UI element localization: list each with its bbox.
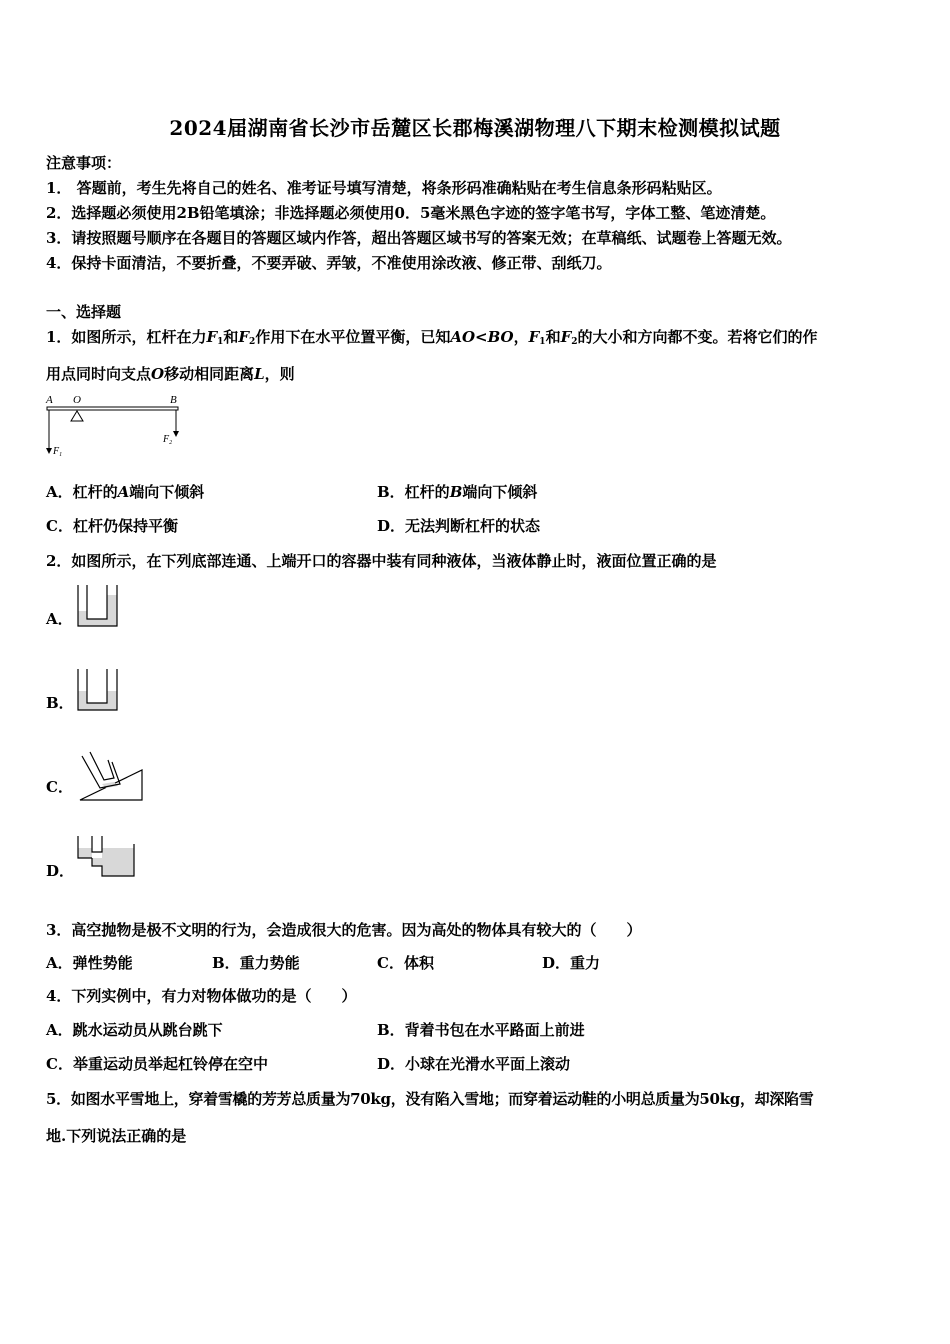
q2-option-d-label: D．: [46, 862, 75, 880]
q2-option-a-label: A．: [46, 610, 73, 628]
q2-figure-a: [74, 583, 122, 631]
notice-item-1: 1． 答题前，考生先将自己的姓名、准考证号填写清楚，将条形码准确粘贴在考生信息条形码粘贴区。: [46, 179, 722, 197]
q4-stem: 4．下列实例中，有力对物体做功的是（ ）: [46, 987, 357, 1005]
lever-label-f2: $F_2$: [163, 434, 173, 446]
notice-item-3: 3．请按照题号顺序在各题目的答题区域内作答，超出答题区域书写的答案无效；在草稿纸、试题卷上答题无效。: [46, 229, 792, 247]
q1-option-d: D．无法判断杠杆的状态: [377, 517, 541, 535]
q4-option-a: A．跳水运动员从跳台跳下: [46, 1021, 223, 1039]
q2-option-b-label: B．: [46, 694, 74, 712]
lever-label-o: O: [73, 394, 81, 406]
force-f1-arrowhead: [46, 448, 52, 454]
q3-option-a: A．弹性势能: [46, 954, 133, 972]
q2-stem: 2．如图所示，在下列底部连通、上端开口的容器中装有同种液体，当液体静止时，液面位置正确的是: [46, 552, 717, 570]
lever-figure: [42, 392, 192, 460]
lever-label-a: A: [46, 394, 53, 406]
force-f2-arrowhead: [173, 431, 179, 437]
notice-item-2: 2．选择题必须使用2B铅笔填涂；非选择题必须使用0．5毫米黑色字迹的签字笔书写，字体工整、笔迹清楚。: [46, 204, 776, 222]
q2-figure-d: [74, 832, 138, 880]
fulcrum-triangle: [71, 411, 83, 421]
q2-figure-b: [74, 667, 122, 715]
q2-option-c-label: C．: [46, 778, 73, 796]
q2-figure-c: [74, 748, 146, 804]
section-heading: 一、选择题: [46, 303, 122, 321]
q1-option-c: C．杠杆仍保持平衡: [46, 517, 178, 535]
lever-bar: [47, 407, 178, 410]
q4-option-c: C．举重运动员举起杠铃停在空中: [46, 1055, 268, 1073]
page-title: 2024届湖南省长沙市岳麓区长郡梅溪湖物理八下期末检测模拟试题: [169, 116, 781, 140]
q1-option-b: B．杠杆的B端向下倾斜: [377, 483, 538, 501]
q3-option-b: B．重力势能: [212, 954, 300, 972]
q3-option-d: D．重力: [542, 954, 601, 972]
q1-stem-line2: 用点同时向支点O移动相同距离L，则: [46, 365, 295, 383]
q1-option-a: A．杠杆的A端向下倾斜: [46, 483, 205, 501]
notice-item-4: 4．保持卡面清洁，不要折叠，不要弄破、弄皱，不准使用涂改液、修正带、刮纸刀。: [46, 254, 612, 272]
q1-stem-line1: 1．如图所示，杠杆在力$F_1$和$F_2$作用下在水平位置平衡，已知AO<BO，$F_1$和$F_2$的大小和方向都不变。若将它们的作: [46, 328, 818, 347]
q3-stem: 3．高空抛物是极不文明的行为，会造成很大的危害。因为高处的物体具有较大的（ ）: [46, 921, 642, 939]
lever-label-b: B: [170, 394, 177, 406]
q4-option-b: B．背着书包在水平路面上前进: [377, 1021, 585, 1039]
q5-stem-line1: 5．如图水平雪地上，穿着雪橇的芳芳总质量为70kg，没有陷入雪地；而穿着运动鞋的小明总质量为50kg，却深陷雪: [46, 1090, 814, 1108]
notice-heading: 注意事项：: [46, 154, 122, 172]
lever-label-f1: $F_1$: [53, 446, 63, 458]
q3-option-c: C．体积: [377, 954, 434, 972]
q4-option-d: D．小球在光滑水平面上滚动: [377, 1055, 571, 1073]
q5-stem-line2: 地.下列说法正确的是: [46, 1127, 187, 1145]
